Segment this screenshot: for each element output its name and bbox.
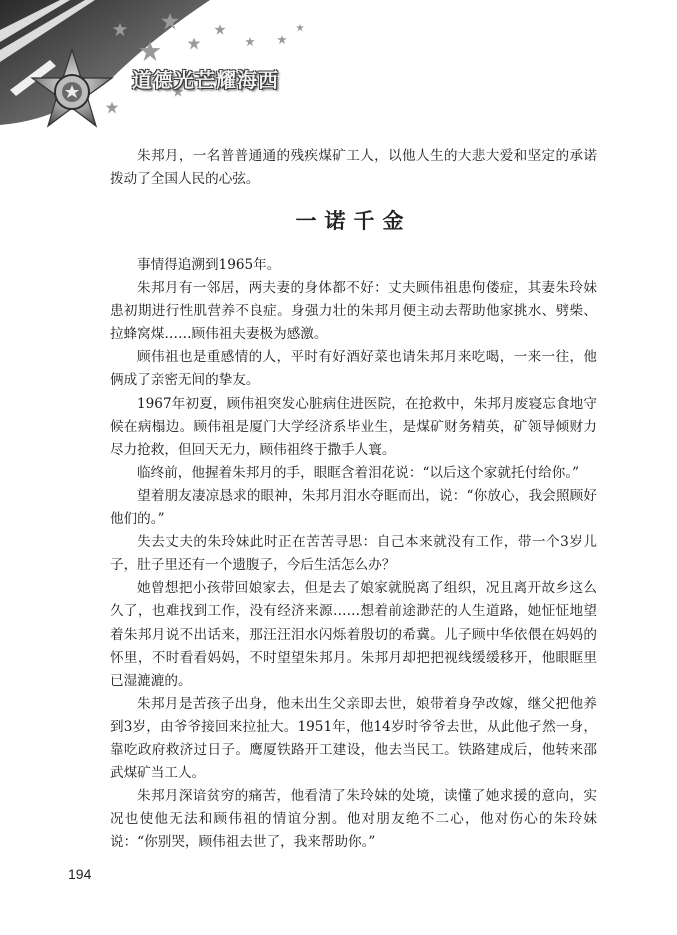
lead-paragraph-block — [110, 145, 597, 191]
chapter-header — [0, 0, 330, 140]
body-paragraph: 顾伟祖也是重感情的人，平时有好酒好菜也请朱邦月来吃喝，一来一往，他俩成了亲密无间的挚友。 — [110, 349, 597, 389]
page-number: 194 — [68, 866, 92, 882]
body-paragraph: 她曾想把小孩带回娘家去，但是去了娘家就脱离了组织，况且离开故乡这么久了，也难找到工作，没有经济来源……想着前途渺茫的人生道路，她怔怔地望着朱邦月说不出话来，那汪汪泪水闪烁着殷切的希冀。儿子顾中华依偎在妈妈的怀里，不时看看妈妈，不时望望朱邦月。朱邦月却把把视线缓缓移开，他眼眶里已湿漉漉的。 — [110, 580, 597, 689]
article-title: 一诺千金 — [295, 208, 412, 233]
section-title: 道德光芒耀海西 — [132, 68, 279, 92]
body-paragraph: 事情得追溯到1965年。 — [137, 257, 281, 273]
body-paragraph: 望着朋友凄凉恳求的眼神，朱邦月泪水夺眶而出，说：“你放心，我会照顾好他们的。” — [110, 487, 597, 528]
body-paragraph: 朱邦月是苦孩子出身，他未出生父亲即去世，娘带着身孕改嫁，继父把他养到3岁，由爷爷接回来拉扯大。1951年，他14岁时爷爷去世，从此他孑然一身，靠吃政府救济过日子。鹰厦铁路开工建设，他去当民工。铁路建成后，他转来邵武煤矿当工人。 — [110, 695, 597, 782]
article-body — [110, 254, 597, 854]
body-paragraph: 朱邦月有一邻居，两夫妻的身体都不好：丈夫顾伟祖患佝偻症，其妻朱玲妹患初期进行性肌营养不良症。身强力壮的朱邦月便主动去帮助他家挑水、劈柴、拉蜂窝煤……顾伟祖夫妻极为感激。 — [110, 280, 597, 343]
body-paragraph: 1967年初夏，顾伟祖突发心脏病住进医院，在抢救中，朱邦月废寝忘食地守候在病榻边。顾伟祖是厦门大学经济系毕业生，是煤矿财务精英，矿领导倾财力尽力抢救，但回天无力，顾伟祖终于撒手人寰。 — [110, 395, 597, 458]
lead-paragraph: 朱邦月，一名普普通通的残疾煤矿工人，以他人生的大悲大爱和坚定的承诺拨动了全国人民的心弦。 — [110, 148, 597, 188]
body-paragraph: 失去丈夫的朱玲妹此时正在苦苦寻思：自己本来就没有工作，带一个3岁儿子，肚子里还有一个遗腹子，今后生活怎么办？ — [110, 534, 597, 574]
body-paragraph: 临终前，他握着朱邦月的手，眼眶含着泪花说：“以后这个家就托付给你。” — [137, 464, 580, 481]
body-paragraph: 朱邦月深谙贫穷的痛苦，他看清了朱玲妹的处境，读懂了她求援的意向，实况也使他无法和顾伟祖的情谊分割。他对朋友绝不二心，他对伤心的朱玲妹说：“你别哭，顾伟祖去世了，我来帮助你。” — [110, 788, 597, 851]
